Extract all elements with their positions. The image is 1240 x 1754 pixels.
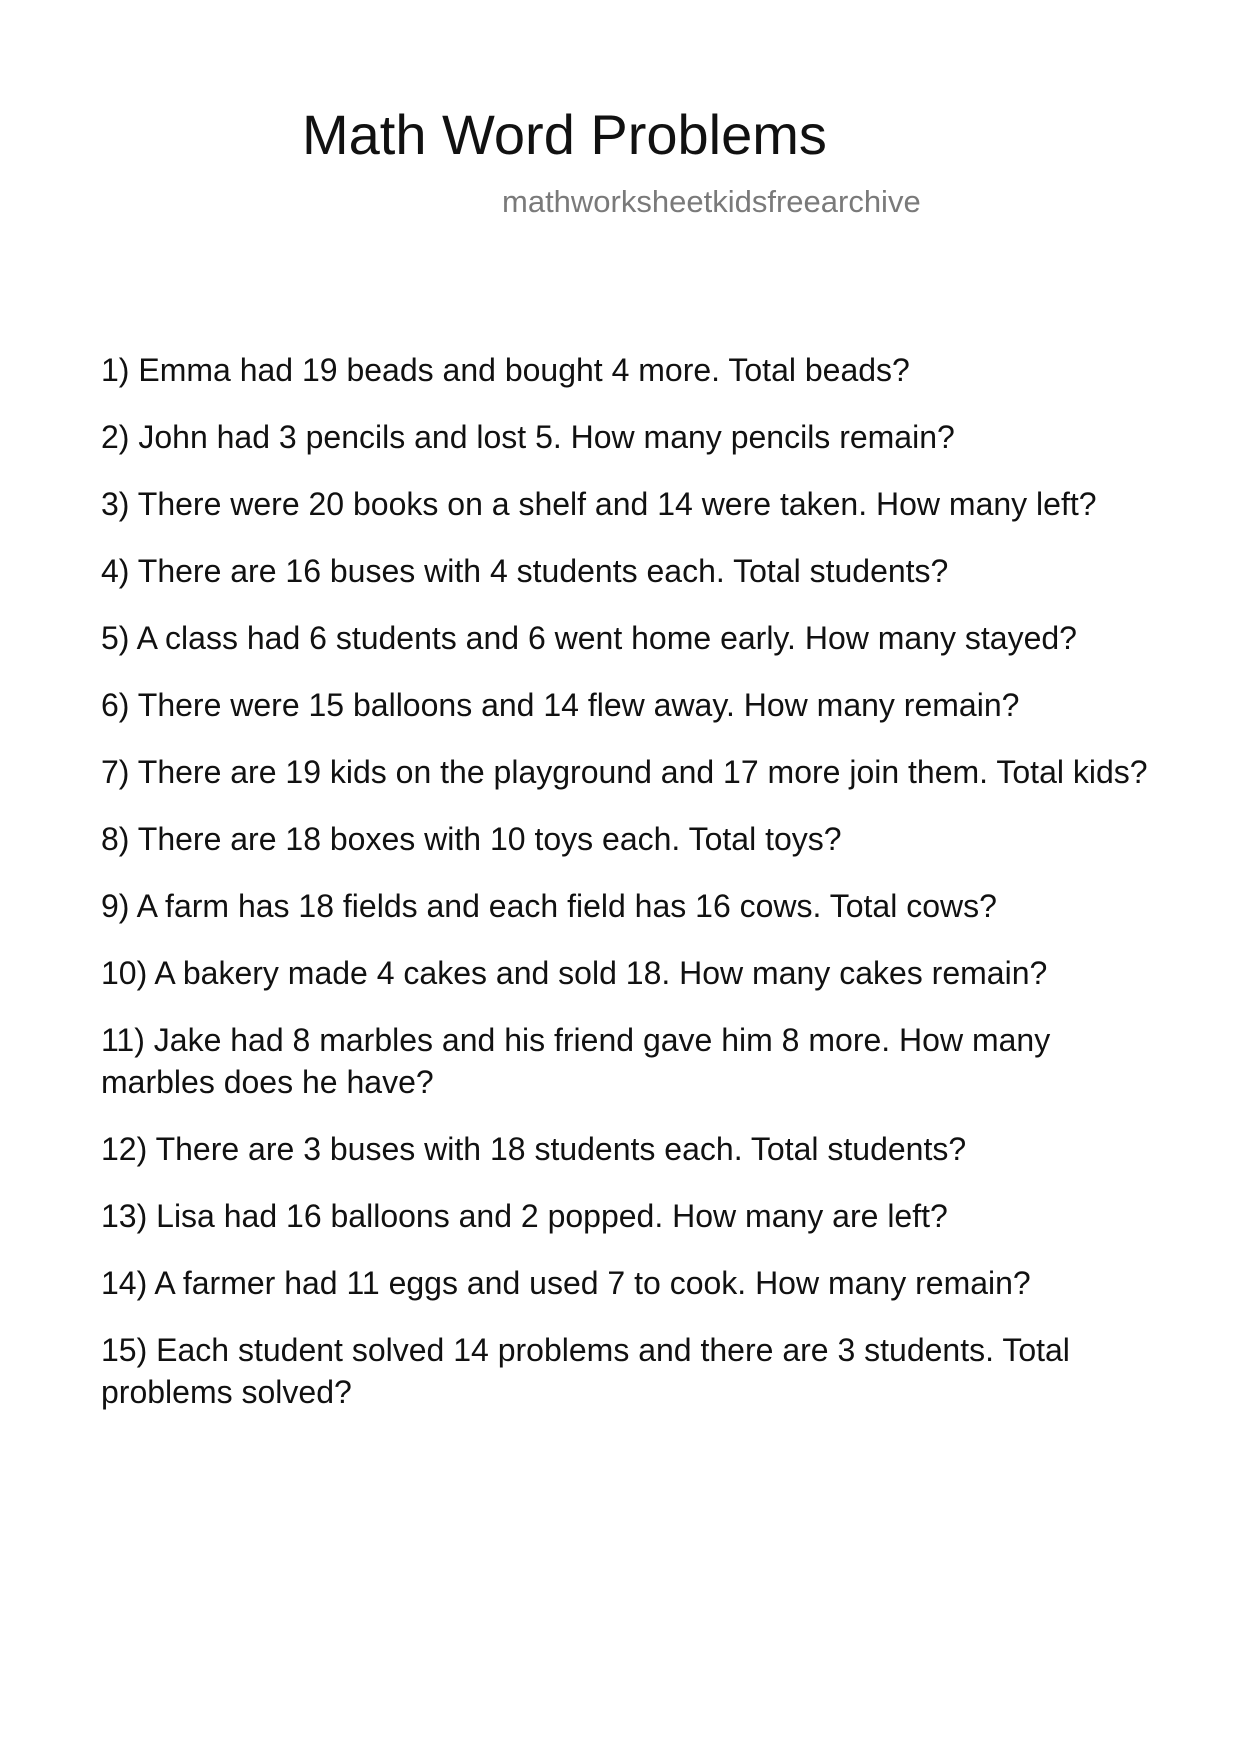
problem-item: 2) John had 3 pencils and lost 5. How many pencils remain?	[101, 419, 955, 455]
problem-item: 11) Jake had 8 marbles and his friend gave him 8 more. How many marbles does he have?	[101, 1022, 1051, 1100]
problem-item: 4) There are 16 buses with 4 students each. Total students?	[101, 553, 949, 589]
problem-item: 9) A farm has 18 fields and each field has 16 cows. Total cows?	[101, 888, 997, 924]
problem-item: 1) Emma had 19 beads and bought 4 more. Total beads?	[101, 352, 910, 388]
problem-item: 15) Each student solved 14 problems and there are 3 students. Total problems solved?	[101, 1332, 1070, 1410]
problem-item: 3) There were 20 books on a shelf and 14 were taken. How many left?	[101, 486, 1097, 522]
problem-item: 5) A class had 6 students and 6 went home early. How many stayed?	[101, 620, 1077, 656]
problem-list	[101, 349, 1151, 1438]
problem-item: 14) A farmer had 11 eggs and used 7 to cook. How many remain?	[101, 1265, 1031, 1301]
problem-item: 8) There are 18 boxes with 10 toys each. Total toys?	[101, 821, 842, 857]
page-subtitle: mathworksheetkidsfreearchive	[502, 184, 921, 219]
page-title: Math Word Problems	[302, 103, 827, 166]
problem-item: 12) There are 3 buses with 18 students each. Total students?	[101, 1131, 967, 1167]
problem-item: 13) Lisa had 16 balloons and 2 popped. How many are left?	[101, 1198, 948, 1234]
problem-item: 7) There are 19 kids on the playground and 17 more join them. Total kids?	[101, 754, 1148, 790]
problem-item: 10) A bakery made 4 cakes and sold 18. How many cakes remain?	[101, 955, 1048, 991]
problem-item: 6) There were 15 balloons and 14 flew away. How many remain?	[101, 687, 1020, 723]
